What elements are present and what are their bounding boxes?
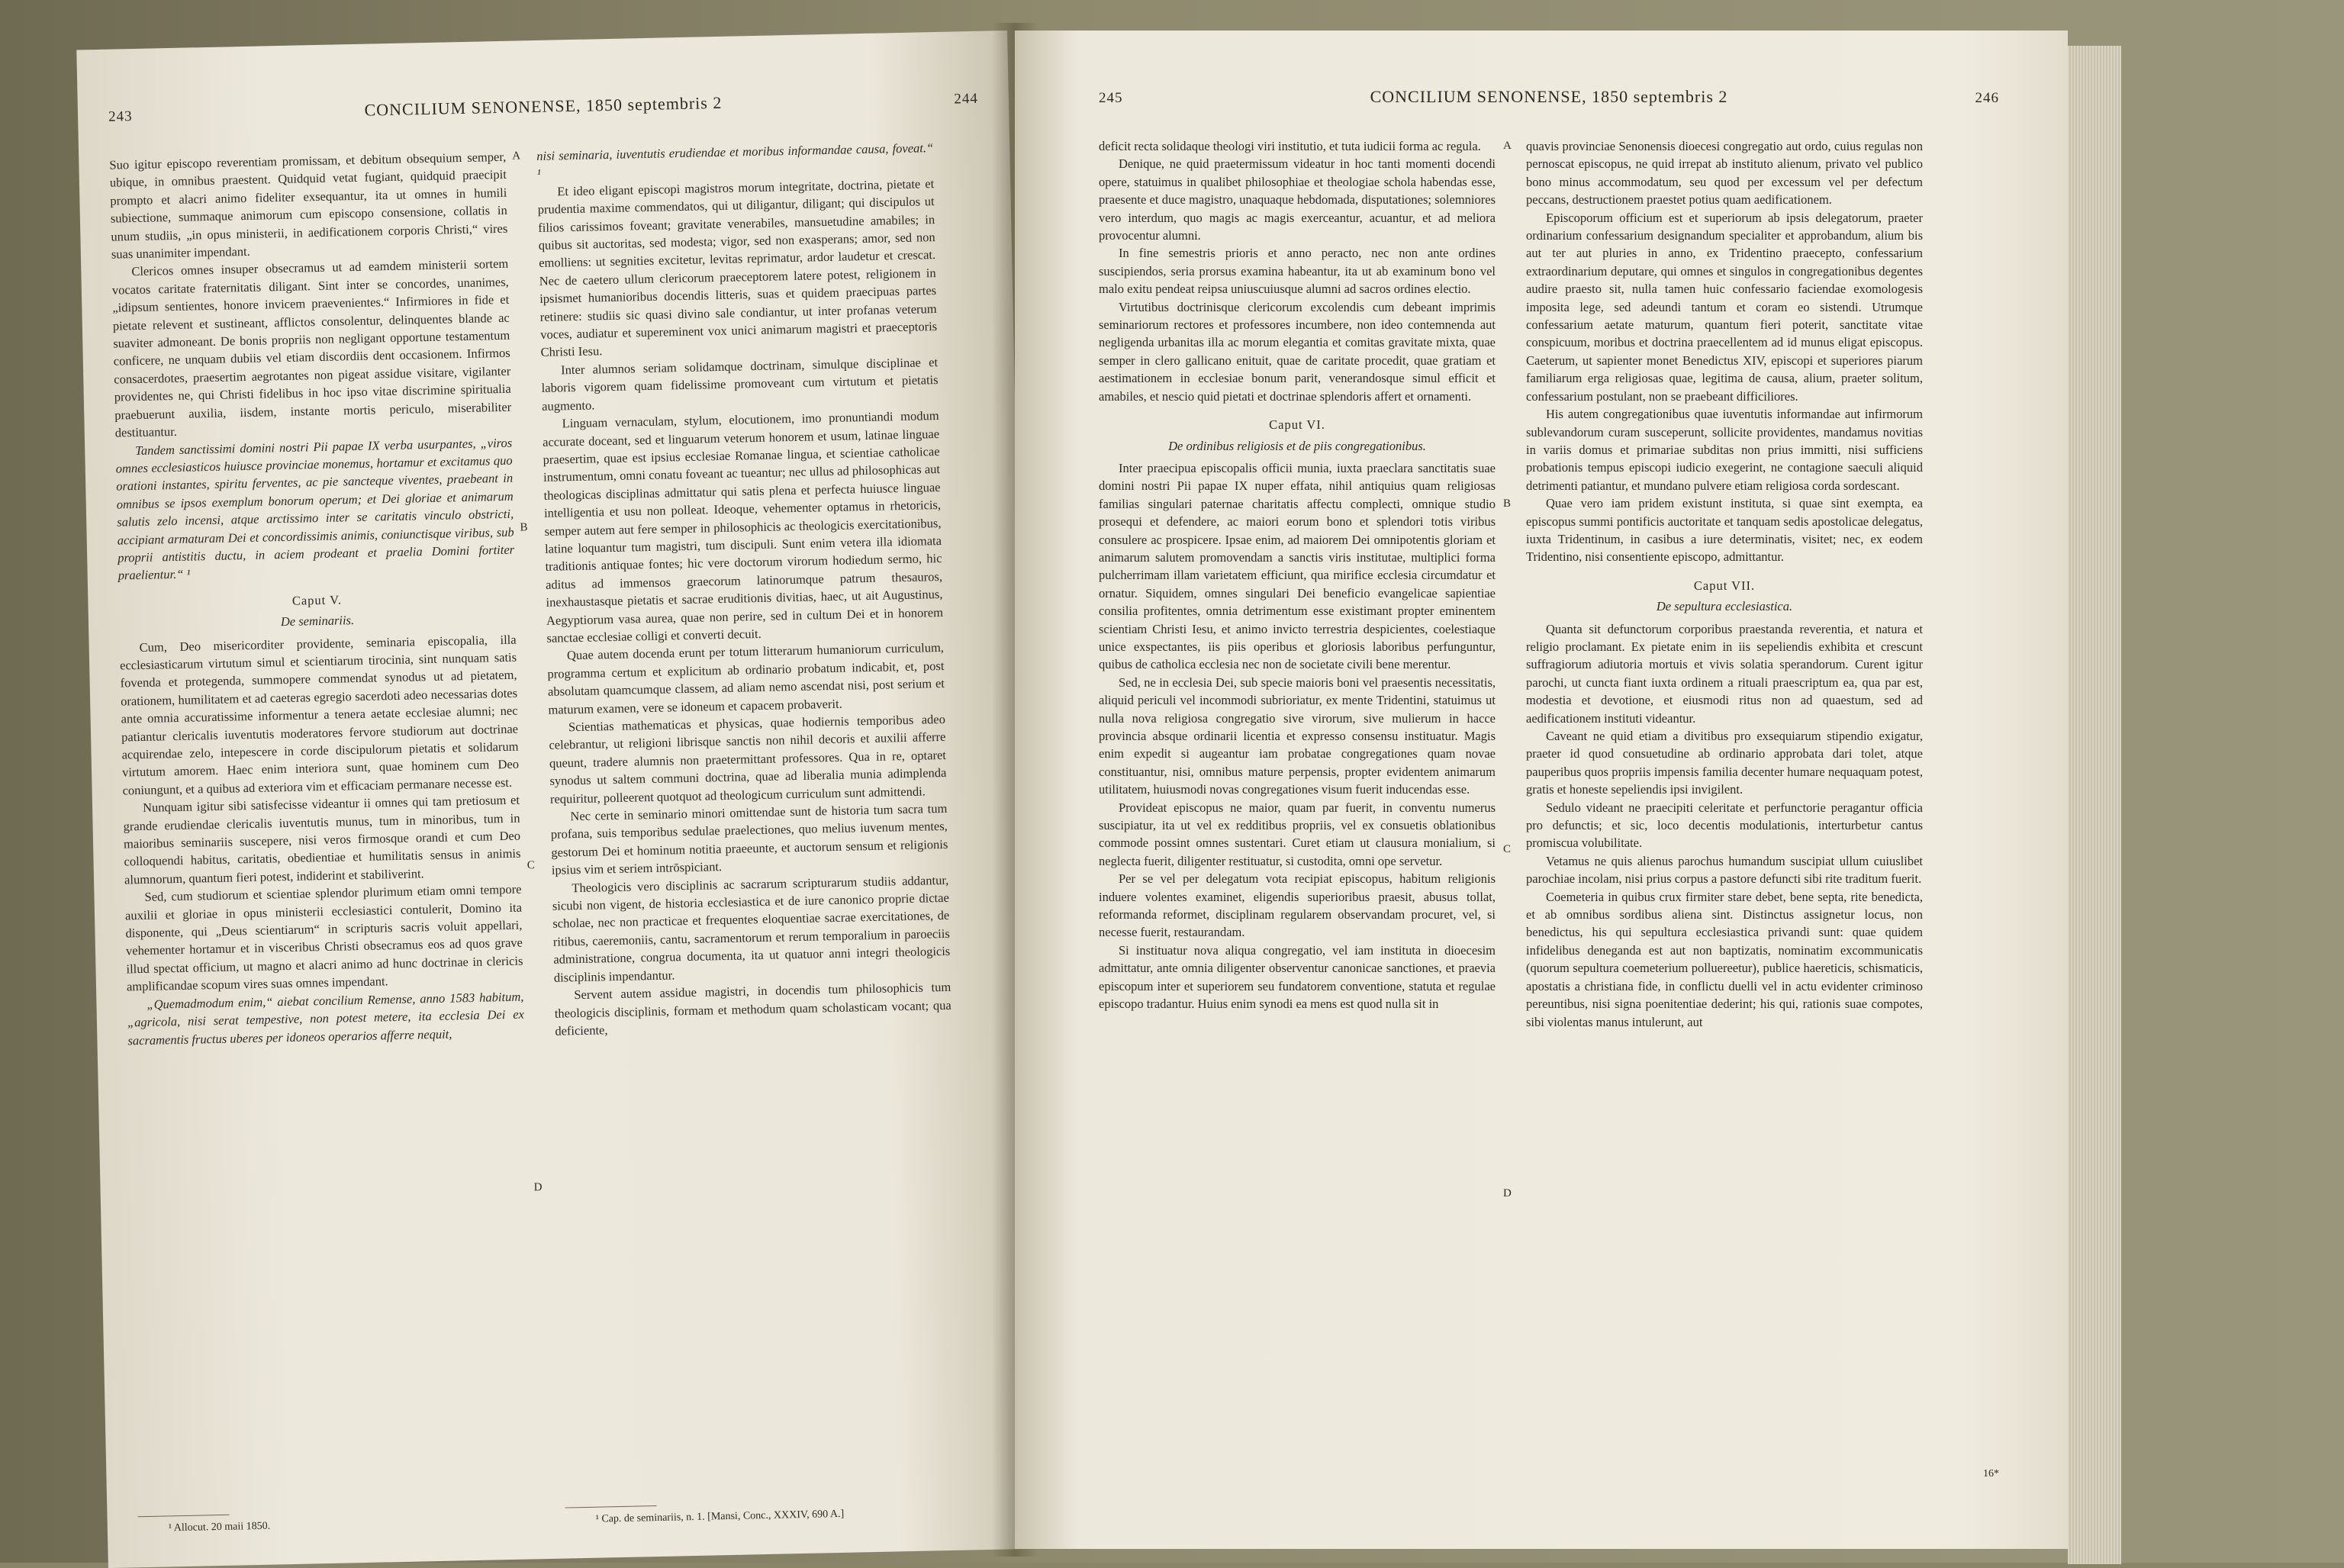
paragraph: Sed, ne in ecclesia Dei, sub specie maioris boni vel praesentis necessitatis, aliquid periculi vel incommodi subrioriatur, ex mente Tridentini, statuimus ut nulla nova religiosa congregatio sive virorum, sive mulierum in hacce provincia absque ordinarii licentia et expresso consensu instituatur. Magis enim expedit si augeantur iam probatae congregationes quam novae constituantur, nisi, omnibus mature perpensis, propter evidentem animarum utilitatem, huiusmodi novas congregationes visum fuerit inducendas esse.: [1099, 675, 1496, 797]
footnote-rule: [565, 1505, 656, 1508]
right-page-column-1: [1099, 137, 1496, 1013]
left-page-column-2: [536, 139, 951, 1040]
paragraph: Quanta sit defunctorum corporibus praestanda reverentia, et natura et religio proclamant. Ex pietate enim in iis sepeliendis exhibita et crescunt suffragiorum adiutoria mortuis et vivis solatia sperandorum. Curent igitur parochi, ut cuncta fiant iuxta ordinem a rituali praescriptum ea, qua par est, modestia et devotione, et eiusmodi ritus non ad quaestum, sed ad aedificationem instituti videantur.: [1526, 621, 1923, 726]
paragraph: Coemeteria in quibus crux firmiter stare debet, bene septa, rite benedicta, et ab omnibus sordibus aliena sint. Distinctus assignetur locus, non benedictus, his qui sepultura ecclesiastica privandi sunt: quae quidem infidelibus deneganda est aut non baptizatis, nominatim excommunicatis (quorum sepultura coemeterium polluereetur), publice haereticis, schismaticis, apostatis a christiana fide, in conflictu duelli vel in actu evidenter criminoso pereuntibus, nisi signa poenitentiae dederint; his qui, rationis suae compotes, sibi violentas manus intulerunt, aut: [1526, 889, 1923, 1029]
left-page-header: [108, 85, 979, 134]
paragraph: Quae vero iam pridem existunt instituta, si quae sint exempta, ea episcopus summi pontificis auctoritate et tanquam sedis apostolicae delegatus, iuxta Tridentinum, in casibus a iure determinatis, visitet; nec, ex eodem Tridentino, nisi consentiente episcopo, admittantur.: [1526, 496, 1923, 565]
paragraph: Quae autem docenda erunt per totum litterarum humaniorum curriculum, programma certum et explicitum ab ordinario probatum indicabit, et, post absolutam quamcumque classem, ad aliam nemo ascendat nisi, post serium et maturum examen, vere se idoneum et capacem probaverit.: [547, 640, 945, 717]
paragraph: Denique, ne quid praetermissum videatur in hoc tanti momenti docendi opere, statuimus in qualibet philosophiae et theologiae schola habendas esse, praesente et duce magistro, unaquaque hebdomada, disputationes; solemniores vero interdum, quo magis ac magis exerceantur, acuantur, et ad meliora provocentur alumni.: [1099, 156, 1496, 243]
paragraph: Cum, Deo misericorditer providente, seminaria episcopalia, illa ecclesiasticarum virtutum simul et scientiarum tirocinia, sint nunquam satis fovenda et protegenda, summopere commendat synodus ut ad pietatem, orationem, humilitatem et ad caeteras egregio sacerdoti adeo necessarias dotes ante omnia accuratissime informentur a tenera aetate ecclesiae alumni; nec patiantur clericalis iuventutis moderatores fervore studiorum aut doctrinae acquirendae zelo, intepescere in corde discipulorum pietatis et solidarum virtutum amorem. Haec enim interiora sunt, quae hominem cum Deo coniungunt, et a quibus ad exteriora vim et efficaciam permanare necesse est.: [119, 632, 520, 798]
margin-marker: C: [1503, 843, 1512, 855]
chapter-heading: Caput V.: [291, 592, 343, 608]
paragraph: „Quemadmodum enim,“ aiebat concilium Remense, anno 1583 habitum, „agricola, nisi serat tempestive, non potest metere, ita ecclesia Dei ex sacramentis fructus uberes per idoneos operarios afferre nequit,: [127, 989, 525, 1048]
margin-marker: D: [533, 1181, 543, 1194]
margin-marker: A: [512, 150, 521, 163]
paragraph: Si instituatur nova aliqua congregatio, vel iam instituta in dioecesim admittatur, ante omnia diligenter observentur canonicae sanctiones, et praevia episcopum inter et superiorem seu fundatorem conventione, statuta et regulae episcopo tradantur. Huius enim synodi ea mens est quod nulla sit in: [1099, 942, 1496, 1012]
paragraph: Inter praecipua episcopalis officii munia, iuxta praeclara sanctitatis suae domini nostri Pii papae IX nuper effata, nihil antiquius quam religiosas familias singulari paternae charitatis affectu complecti, omnique studio prosequi et defendere, ac maiori eorum bono et splendori totis viribus consulere ac prospicere. Ipsae enim, ad maiorem Dei omnipotentis gloriam et animarum salutem promovendam a sanctis viris institutae, multiplici forma pulcherrimam illam varietatem efficiunt, qua mirifice ecclesia circumdatur et ornatur. Siquidem, omnes singulari Dei beneficio evangelicae sapientiae consilia profitentes, omnia detrimentum esse existimant propter eminentem scientiam Christi Iesu, et animo invicto terrestria despicientes, coelestiaque unice exspectantes, iis piis operibus et gloriosis laboribus perfunguntur, quibus de catholica ecclesia nec non de societate civili bene merentur.: [1099, 460, 1496, 672]
paragraph: Servent autem assidue magistri, in docendis tum philosophicis tum theologicis disciplinis, formam et methodum quam scholasticam vocant; qua deficiente,: [554, 979, 951, 1038]
paragraph: His autem congregationibus quae iuventutis informandae aut infirmorum sublevandorum curam susceperunt, sollicite providentes, mandamus novitias in variis domus et primariae subditas non prius immitti, nisi sufficiens probationis tempus episcopi iudicio exegerint, ne contagione saeculi aliquid detrimenti patiantur, et mundano pulvere etiam religiosa corda sordescant.: [1526, 407, 1923, 493]
margin-marker: D: [1503, 1187, 1512, 1199]
page-number-243: 243: [108, 108, 133, 125]
page-number-244: 244: [954, 90, 979, 108]
running-title: CONCILIUM SENONENSE, 1850 septembris 2: [364, 92, 723, 120]
paragraph: Episcoporum officium est et superiorum ab ipsis delegatorum, praeter ordinarium confessarium designandum specialiter et approbandum, alium bis aut ter aut pluries in anno, ex Tridentino praecepto, confessarium extraordinarium deputare, qui omnes et singulos in congregationibus degentes audire praesto sit, nulla tamen huic confessario faciendae exomologesis imposita lege, sed adeundi tantum et coram eo sistendi. Utrumque confessarium aetate maturum, quantum fieri poterit, sanctitate vitae conspicuum, moribus et doctrina praecellentem ad id munus eligat episcopus. Caeterum, ut sapienter monet Benedictus XIV, episcopi et superiores piarum familiarum erga religiosas quae, legitima de causa, alium, praeter solitum, confessarium postulant, non se praebeant difficiliores.: [1526, 210, 1923, 404]
paragraph: Sedulo videant ne praecipiti celeritate et perfunctorie peragantur officia pro defunctis; et sic, loco decentis modulationis, interturbetur cantus promiscua volubilitate.: [1526, 800, 1923, 851]
page-number-245: 245: [1099, 90, 1123, 106]
left-page-column-1: [109, 148, 524, 1050]
paragraph: nisi seminaria, iuventutis erudiendae et moribus informandae causa, foveat.“ ¹: [536, 140, 934, 182]
running-title: CONCILIUM SENONENSE, 1850 septembris 2: [1370, 87, 1728, 106]
footnote: ¹ Cap. de seminariis, n. 1. [Mansi, Conc., XXXIV, 690 A.]: [595, 1508, 845, 1525]
paragraph: Per se vel per delegatum vota recipiat episcopus, habitum religionis induere volentes examinet, eligendis superioribus praesit, abusus tollat, reformanda reformet, disciplinam regularem observandam procuret, vel, si necesse fuerit, restaurandam.: [1099, 871, 1496, 940]
paragraph: Sed, cum studiorum et scientiae splendor plurimum etiam omni tempore auxilii et gloriae in opus ministerii ecclesiastici contulerit, Domino ita disponente, qui „Deus scientiarum“ in scripturis sacris voluit appellari, vehementer hortamur et in visceribus Christi obsecramus eos ad quos grave illud spectat officium, ut magno et alacri animo ad hunc doctrinae in clericis amplificandae scopum vires suas omnes impendant.: [124, 881, 523, 994]
paragraph: deficit recta solidaque theologi viri institutio, et tuta iudicii forma ac regula.: [1099, 139, 1481, 153]
paragraph: quavis provinciae Senonensis dioecesi congregatio aut ordo, cuius regulas non pernoscat episcopus, ne quid irrepat ab instituto alienum, privato vel publico bono minus accommodatum, seu quod per excessum vel per defectum peccans, destructionem praestet potius quam aedificationem.: [1526, 139, 1923, 208]
paragraph: Clericos omnes insuper obsecramus ut ad eamdem ministerii sortem vocatos caritate fraternitatis diligant. Sint inter se concordes, unanimes, „idipsum sentientes, honore invicem praevenientes.“ Infirmiores in fide et pietate relevent et sustineant, afflictos consolentur, delinquentes blande ac suaviter admoneant. De bonis propriis non negligant opportune testamentum conficere, ne unquam dubiis vel etiam discordiis dent occasionem. Infirmos consacerdotes, praesertim aegrotantes non pigeat assidue visitare, vigilanter providentes ne, qui Christi fidelibus in hoc ipso vitae discrimine spiritualia praebuerunt auxilia, iisdem, instante mortis periculo, miserabiliter destituantur.: [111, 256, 512, 440]
paragraph: Nunquam igitur sibi satisfecisse videantur ii omnes qui tam pretiosum et grande erudiendae clericalis iuventutis munus, tum in minoribus, tum in maioribus seminariis suscepere, nisi veros firmosque orandi et cum Deo colloquendi habitus, caritatis, obedientiae et humilitatis sensus in animis alumnorum, quantum fieri potest, indiderint et stabiliverint.: [123, 792, 521, 887]
paragraph: Scientias mathematicas et physicas, quae hodiernis temporibus adeo celebrantur, ut religioni librisque sanctis non nihil decoris et auxilii afferre queunt, tradere alumnis non praetermittant professores. Qua in re, optaret synodus ut saltem communi doctrina, quae ad liberalia munia adimplenda requiritur, polleerent quotquot ad theologicum curriculum sunt admittendi.: [549, 711, 947, 807]
right-page-header: [1099, 84, 1999, 114]
paragraph: Linguam vernaculam, stylum, elocutionem, imo pronuntiandi modum accurate doceant, sed et linguarum veterum honorem et usum, latinae linguae praesertim, quae est ipsius ecclesiae Romanae lingua, et scientiae catholicae instrumentum, omni conatu foveant ac tueantur; nec ullus ad philosophicas aut theologicas disciplinas admittatur qui satis plena et perfecta huiusce linguae intelligentia et usu non polleat. Ideoque, vehementer optamus in rhetoricis, semper autem aut fere semper in philosophicis ac theologicis exercitationibus, latine loquantur tum magistri, tum discipuli. Sunt enim vetera illa idiomata traditionis antiquae fontes; hic vere doctorum virorum hodiedum sermo, hic aditus ad immensos graecorum latinorumque patrum thesauros, inexhaustasque pietatis et sacrae eruditionis divitias, haec, ut ait Augustinus, Aegyptiorum vasa aurea, quae non perire, sed in cultum Dei et in honorem sanctae ecclesiae colligi et converti decuit.: [542, 408, 944, 646]
paragraph: Provideat episcopus ne maior, quam par fuerit, in conventu numerus suscipiatur, ita ut vel ex redditibus propriis, vel ex consuetis oblationibus commode possint omnes sustentari. Curet etiam ut clausura monialium, si neglecta fuerit, diligenter restituatur, si custodita, omni ope servetur.: [1099, 800, 1496, 868]
paragraph: Inter alumnos seriam solidamque doctrinam, simulque disciplinae et laboris vigorem quam fidelissime promoveant cum virtutum et pietatis augmento.: [541, 354, 939, 414]
paragraph: In fine semestris prioris et anno peracto, nec non ante ordines suscipiendos, seria prorsus examina habeantur, ita ut ab examinum bono vel malo exitu pendeat reipsa uniuscuiusque alumni ad sacros ordines electio.: [1099, 246, 1496, 297]
chapter-subtitle: De sepultura ecclesiastica.: [1656, 599, 1793, 614]
margin-marker: B: [1503, 497, 1512, 510]
signature-mark: 16*: [1983, 1468, 1999, 1479]
margin-marker: C: [526, 859, 535, 872]
paragraph: Et ideo eligant episcopi magistros morum integritate, doctrina, pietate et prudentia maxime commendatos, qui ut diligantur, diligant; qui discipulos ut filios carissimos foveant; gravitate venerabiles, mansuetudine amabiles; in quibus sit auctoritas, sed modesta; vigor, sed non exasperans; amor, sed non emolliens: ut segnities excitetur, levitas reprimatur, ardor laudetur et crescat. Nec de caetero ullum clericorum praeceptorem latere potest, religionem in ipsismet humanioribus docendis litteris, suas et quidem praecipuas partes retinere: studiis sic quasi divino sale condiantur, ut inter profanas veterum voces, audiatur et supereminent vox unici animarum magistri et praeceptoris Christi Iesu.: [537, 175, 938, 360]
margin-marker: A: [1503, 140, 1512, 152]
paragraph: Caveant ne quid etiam a divitibus pro exsequiarum stipendio exigatur, praeter id quod consuetudine ab ordinario approbata dari tolet, atque pauperibus quos propriis impensis familia decenter humare nequaquam potest, gratis et honeste sepeliendis ipsi invigilent.: [1526, 729, 1923, 797]
paragraph: Virtutibus doctrinisque clericorum excolendis cum debeant imprimis seminariorum rectores et professores incumbere, non ideo contemnenda aut negligenda urbanitas illa ac morum elegantia et comitas gravitate mixta, quae semper in clero gallicano enituit, quae de caritate procedit, quae gratiam et aestimationem in ecclesiae bonum parit, venerandosque simul efficit et amabiles, et nescio quid pietati et doctrinae splendoris affert et ornamenti.: [1099, 299, 1496, 404]
left-page: [76, 31, 1038, 1568]
page-number-246: 246: [1975, 90, 1999, 106]
paragraph: Tandem sanctissimi domini nostri Pii papae IX verba usurpantes, „viros omnes ecclesiasticos huiusce provinciae monemus, hortamur et excitamus quo orationi instantes, spiritu ferventes, ac pie sancteque viventes, praebeant in omnibus se ipsos exemplum bonorum operum; et Dei gloriae et animarum salutis zelo incensi, atque arctissimo inter se caritatis vinculo obstricti, accipiant armaturam Dei et concordissimis animis, coniunctisque viribus, sub proprii antistitis ductu, in aciem prodeant et praelia Domini fortiter praelientur.“ ¹: [115, 435, 515, 583]
footnote-rule: [138, 1515, 230, 1518]
paragraph: Theologicis vero disciplinis ac sacrarum scripturarum studiis addantur, sicubi non vigent, de historia ecclesiastica et de iure canonico proprie dictae scholae, nec non practicae et frequentes eloquentiae sacrae exercitationes, de ritibus, caeremoniis, cantu, sacramentorum et rerum temporalium in paroeciis administratione, congrua documenta, ita ut quatuor anni integri theologicis disciplinis impendantur.: [552, 872, 951, 985]
paragraph: Nec certe in seminario minori omittendae sunt de historia tum sacra tum profana, suis temporibus sedulae praelectiones, quo melius iuvenum mentes, gestorum Dei et hominum notitia praeeunte, et auctorum sensum et religionis ipsius vim et seriem intrōspiciant.: [550, 800, 948, 877]
right-page: [1015, 31, 2068, 1549]
right-page-column-2: [1526, 137, 1923, 1031]
footnote: ¹ Allocut. 20 maii 1850.: [168, 1520, 271, 1534]
chapter-heading: Caput VII.: [1693, 578, 1756, 593]
chapter-heading: Caput VI.: [1269, 417, 1325, 433]
page-block-edge: [2068, 46, 2121, 1564]
paragraph: Suo igitur episcopo reverentiam promissam, et debitum obsequium semper, ubique, in omnibus praestent. Quidquid vetat fugiant, quidquid praecipit prompto et alacri animo fideliter exsequantur, ita ut omnes in humili subiectione, summaque animorum cum episcopo consensione, collatis in unum studiis, „in opus ministerii, in aedificationem corporis Christi,“ vires suas unanimiter impendant.: [109, 149, 508, 262]
chapter-subtitle: De seminariis.: [280, 613, 355, 629]
paragraph: Vetamus ne quis alienus parochus humandum suscipiat ullum cuiuslibet parochiae incolam, nisi prius corpus a pastore defuncti sibi rite traditum fuerit.: [1526, 853, 1923, 887]
chapter-subtitle: De ordinibus religiosis et de piis congregationibus.: [1168, 438, 1426, 453]
margin-marker: B: [520, 521, 528, 534]
